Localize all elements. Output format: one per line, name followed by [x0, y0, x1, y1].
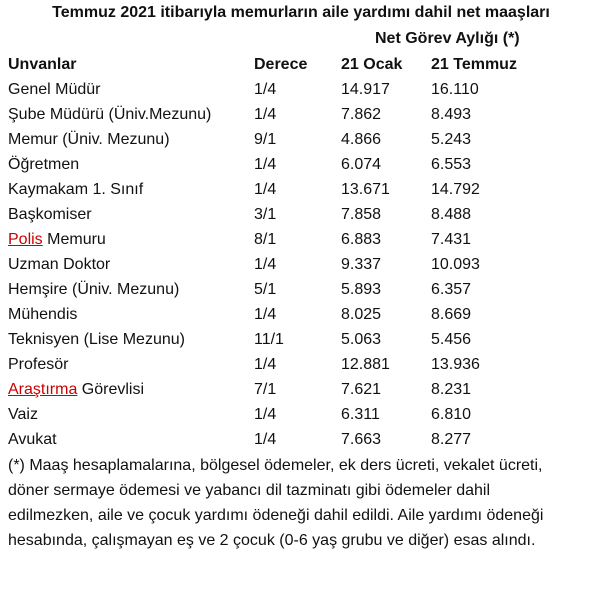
cell-ocak: 9.337	[341, 256, 382, 273]
cell-ocak: 7.858	[341, 206, 382, 223]
title-text: Mühendis	[8, 306, 78, 323]
cell-derece: 1/4	[254, 256, 277, 273]
cell-unvan	[8, 127, 254, 152]
table-row	[8, 202, 531, 227]
title-text: Kaymakam 1. Sınıf	[8, 181, 144, 198]
cell-temmuz: 16.110	[431, 81, 479, 98]
cell-derece: 1/4	[254, 81, 277, 98]
cell-derece: 8/1	[254, 231, 277, 248]
cell-ocak: 7.621	[341, 381, 382, 398]
cell-temmuz: 8.669	[431, 306, 472, 323]
cell-ocak: 13.671	[341, 181, 390, 198]
cell-unvan	[8, 102, 254, 127]
cell-ocak: 6.074	[341, 156, 382, 173]
title-text: Memur (Üniv. Mezunu)	[8, 131, 170, 148]
table-row	[8, 302, 531, 327]
header-row	[8, 52, 531, 77]
cell-derece: 1/4	[254, 156, 277, 173]
table-row	[8, 177, 531, 202]
title-text: Başkomiser	[8, 206, 92, 223]
cell-derece: 1/4	[254, 306, 277, 323]
cell-temmuz: 8.277	[431, 431, 472, 448]
table-row	[8, 227, 531, 252]
cell-temmuz: 6.810	[431, 406, 472, 423]
cell-ocak: 7.663	[341, 431, 382, 448]
table-row	[8, 102, 531, 127]
cell-temmuz: 13.936	[431, 356, 480, 373]
cell-unvan	[8, 202, 254, 227]
cell-unvan	[8, 152, 254, 177]
cell-ocak: 4.866	[341, 131, 382, 148]
title-text: Vaiz	[8, 406, 38, 423]
cell-derece: 11/1	[254, 331, 284, 348]
table-row	[8, 402, 531, 427]
table-row	[8, 152, 531, 177]
title-link[interactable]: Polis	[8, 231, 43, 248]
cell-derece: 1/4	[254, 431, 277, 448]
table-row	[8, 352, 531, 377]
cell-ocak: 7.862	[341, 106, 382, 123]
cell-unvan	[8, 227, 254, 252]
cell-derece: 7/1	[254, 381, 277, 398]
cell-temmuz: 6.553	[431, 156, 472, 173]
cell-ocak: 8.025	[341, 306, 382, 323]
cell-temmuz: 5.243	[431, 131, 472, 148]
cell-temmuz: 8.493	[431, 106, 472, 123]
cell-unvan	[8, 402, 254, 427]
cell-ocak: 14.917	[341, 81, 390, 98]
title-text: Memuru	[42, 231, 106, 248]
cell-unvan	[8, 177, 254, 202]
table-row	[8, 327, 531, 352]
cell-unvan	[8, 427, 254, 452]
table-row	[8, 127, 531, 152]
title-text: Şube Müdürü (Üniv.Mezunu)	[8, 106, 212, 123]
cell-ocak: 6.883	[341, 231, 382, 248]
cell-derece: 3/1	[254, 206, 277, 223]
cell-ocak: 12.881	[341, 356, 390, 373]
col-temmuz: 21 Temmuz	[431, 56, 517, 73]
cell-ocak: 5.893	[341, 281, 382, 298]
cell-temmuz: 5.456	[431, 331, 472, 348]
title-link[interactable]: Araştırma	[8, 381, 78, 398]
cell-derece: 1/4	[254, 356, 277, 373]
cell-unvan	[8, 327, 254, 352]
cell-ocak: 5.063	[341, 331, 382, 348]
table-row	[8, 377, 531, 402]
cell-derece: 1/4	[254, 181, 277, 198]
footnote: (*) Maaş hesaplamalarına, bölgesel ödemeler, ek ders ücreti, vekalet ücreti, döner sermaye ödemesi ve yabancı dil tazminatı gibi ödemeler dahil edilmezken, aile ve çocuk yardımı ödeneği dahil edildi. Aile yardımı ödeneği hesabında, çalışmayan eş ve 2 çocuk (0-6 yaş grubu ve diğer) esas alındı.	[8, 457, 544, 549]
table-row	[8, 77, 531, 102]
cell-unvan	[8, 352, 254, 377]
col-unvanlar: Unvanlar	[8, 56, 77, 73]
col-derece: Derece	[254, 56, 308, 73]
title-text: Profesör	[8, 356, 69, 373]
cell-derece: 1/4	[254, 106, 277, 123]
cell-temmuz: 6.357	[431, 281, 472, 298]
title-text: Genel Müdür	[8, 81, 101, 98]
cell-temmuz: 7.431	[431, 231, 472, 248]
title-text: Uzman Doktor	[8, 256, 111, 273]
col-ocak: 21 Ocak	[341, 56, 403, 73]
cell-unvan	[8, 377, 254, 402]
cell-derece: 5/1	[254, 281, 277, 298]
cell-derece: 1/4	[254, 406, 277, 423]
title-text: Öğretmen	[8, 156, 80, 173]
cell-temmuz: 14.792	[431, 181, 480, 198]
cell-derece: 9/1	[254, 131, 277, 148]
title-text: Teknisyen (Lise Mezunu)	[8, 331, 185, 348]
title-text: Hemşire (Üniv. Mezunu)	[8, 281, 180, 298]
cell-temmuz: 8.231	[431, 381, 472, 398]
title-text: Görevlisi	[77, 381, 145, 398]
cell-unvan	[8, 277, 254, 302]
cell-unvan	[8, 77, 254, 102]
table-row	[8, 427, 531, 452]
title-text: Avukat	[8, 431, 57, 448]
cell-unvan	[8, 302, 254, 327]
salary-table	[8, 52, 531, 452]
cell-temmuz: 10.093	[431, 256, 480, 273]
table-row	[8, 277, 531, 302]
net-salary-subheader: Net Görev Aylığı (*)	[375, 30, 520, 47]
cell-unvan	[8, 252, 254, 277]
cell-ocak: 6.311	[341, 406, 380, 423]
table-row	[8, 252, 531, 277]
table-title: Temmuz 2021 itibarıyla memurların aile yardımı dahil net maaşları	[52, 4, 550, 21]
cell-temmuz: 8.488	[431, 206, 472, 223]
